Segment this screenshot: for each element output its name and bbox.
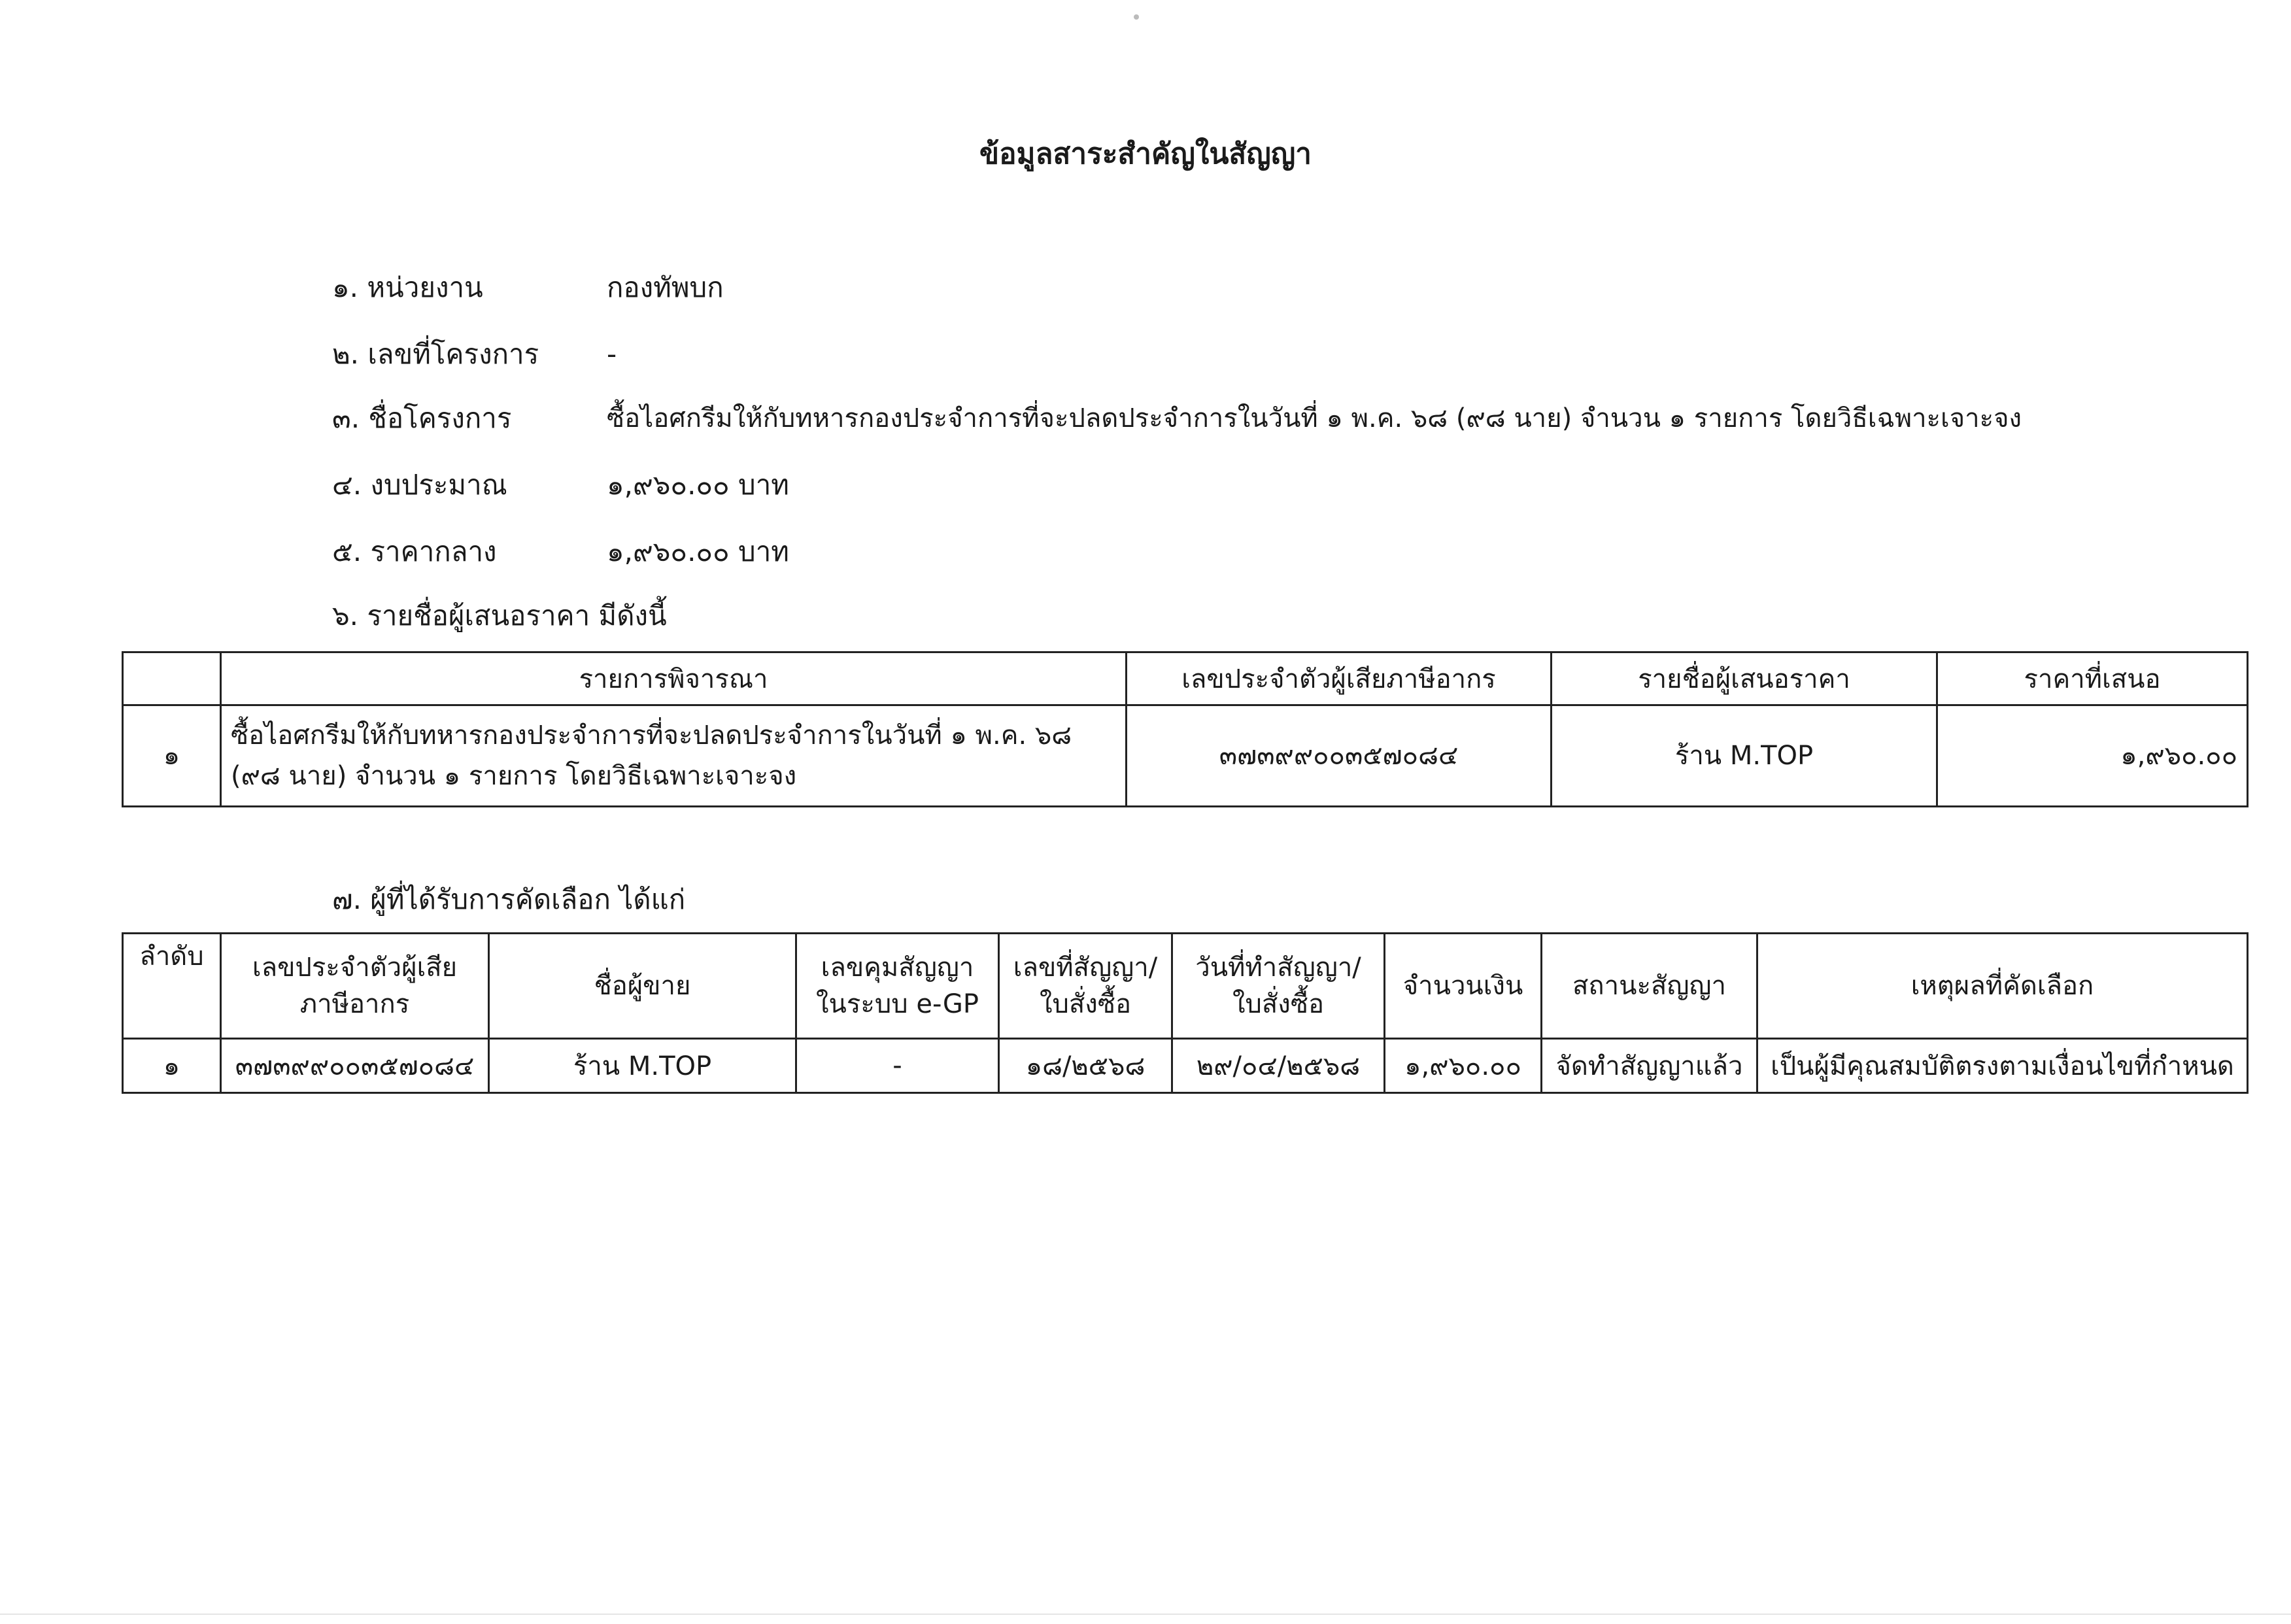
item-line: ซื้อไอศกรีมให้กับทหารกองประจำการที่จะปลดประจำการในวันที่ ๑ พ.ค. ๖๘	[231, 720, 1072, 751]
contract-number: ๑๘/๒๕๖๘	[999, 1039, 1172, 1093]
header-line: ลำดับ	[139, 941, 204, 972]
offer-price: ๑,๙๖๐.๐๐	[1937, 705, 2248, 807]
contract-amount: ๑,๙๖๐.๐๐	[1385, 1039, 1542, 1093]
header-line: เลขคุมสัญญา	[821, 953, 974, 983]
scan-edge-line	[0, 1614, 2291, 1615]
header-line: สถานะสัญญา	[1572, 971, 1726, 1001]
field-value: -	[607, 338, 617, 370]
header-line: วันที่ทำสัญญา/	[1195, 953, 1361, 983]
selected-vendor-table	[122, 932, 2249, 1094]
header-cell	[123, 934, 221, 1039]
field-value: ซื้อไอศกรีมให้กับทหารกองประจำการที่จะปลดประจำการในวันที่ ๑ พ.ค. ๖๘ (๙๘ นาย) จำนวน ๑ รายการ โดยวิธีเฉพาะเจาะจง	[607, 403, 2022, 433]
tax-id: ๓๗๓๙๙๐๐๓๕๗๐๘๔	[221, 1039, 489, 1093]
egp-control-number: -	[796, 1039, 999, 1093]
header-cell: เลขประจำตัวผู้เสียภาษีอากร	[1127, 652, 1552, 705]
field-label: ๒. เลขที่โครงการ	[332, 338, 539, 370]
header-cell	[1172, 934, 1385, 1039]
field-label: ๓. ชื่อโครงการ	[332, 402, 512, 434]
header-line: เหตุผลที่คัดเลือก	[1910, 971, 2094, 1001]
header-line: ในระบบ e-GP	[816, 989, 979, 1019]
header-cell: รายชื่อผู้เสนอราคา	[1552, 652, 1937, 705]
header-cell	[1542, 934, 1757, 1039]
header-line: จำนวนเงิน	[1402, 971, 1523, 1001]
field-label: ๑. หน่วยงาน	[332, 271, 483, 303]
contract-date: ๒๙/๐๔/๒๕๖๘	[1172, 1039, 1385, 1093]
seller-name: ร้าน M.TOP	[489, 1039, 796, 1093]
scan-speck	[1134, 14, 1139, 20]
field-value: ๑,๙๖๐.๐๐ บาท	[607, 535, 789, 567]
header-line: ชื่อผู้ขาย	[594, 971, 691, 1001]
header-cell	[221, 934, 489, 1039]
header-cell	[796, 934, 999, 1039]
item-description	[221, 705, 1127, 807]
header-cell	[1385, 934, 1542, 1039]
header-line: ภาษีอากร	[299, 989, 410, 1019]
header-cell: ราคาที่เสนอ	[1937, 652, 2248, 705]
row-number: ๑	[123, 1039, 221, 1093]
selected-heading: ๗. ผู้ที่ได้รับการคัดเลือก ได้แก่	[332, 883, 686, 915]
selection-reason: เป็นผู้มีคุณสมบัติตรงตามเงื่อนไขที่กำหนด	[1757, 1039, 2248, 1093]
item-line: (๙๘ นาย) จำนวน ๑ รายการ โดยวิธีเฉพาะเจาะจง	[231, 761, 797, 791]
header-line: เลขประจำตัวผู้เสีย	[252, 953, 458, 983]
header-cell	[999, 934, 1172, 1039]
table-row	[123, 1039, 2248, 1093]
header-cell	[489, 934, 796, 1039]
header-cell	[1757, 934, 2248, 1039]
header-line: ใบสั่งซื้อ	[1232, 989, 1325, 1019]
page-title: ข้อมูลสาระสำคัญในสัญญา	[979, 137, 1312, 171]
table-header-row	[123, 934, 2248, 1039]
header-cell	[123, 652, 221, 705]
bidders-table	[122, 651, 2249, 807]
field-value: กองทัพบก	[607, 271, 724, 303]
field-label: ๕. ราคากลาง	[332, 535, 497, 567]
header-cell: รายการพิจารณา	[221, 652, 1127, 705]
field-label: ๔. งบประมาณ	[332, 469, 507, 501]
table-header-row	[123, 652, 2248, 705]
bidder-name: ร้าน M.TOP	[1552, 705, 1937, 807]
header-line: ใบสั่งซื้อ	[1039, 989, 1132, 1019]
contract-status: จัดทำสัญญาแล้ว	[1542, 1039, 1757, 1093]
table-row	[123, 705, 2248, 807]
row-number: ๑	[123, 705, 221, 807]
header-line: เลขที่สัญญา/	[1013, 953, 1158, 983]
field-label: ๖. รายชื่อผู้เสนอราคา มีดังนี้	[332, 600, 667, 632]
field-value: ๑,๙๖๐.๐๐ บาท	[607, 469, 789, 501]
tax-id: ๓๗๓๙๙๐๐๓๕๗๐๘๔	[1127, 705, 1552, 807]
